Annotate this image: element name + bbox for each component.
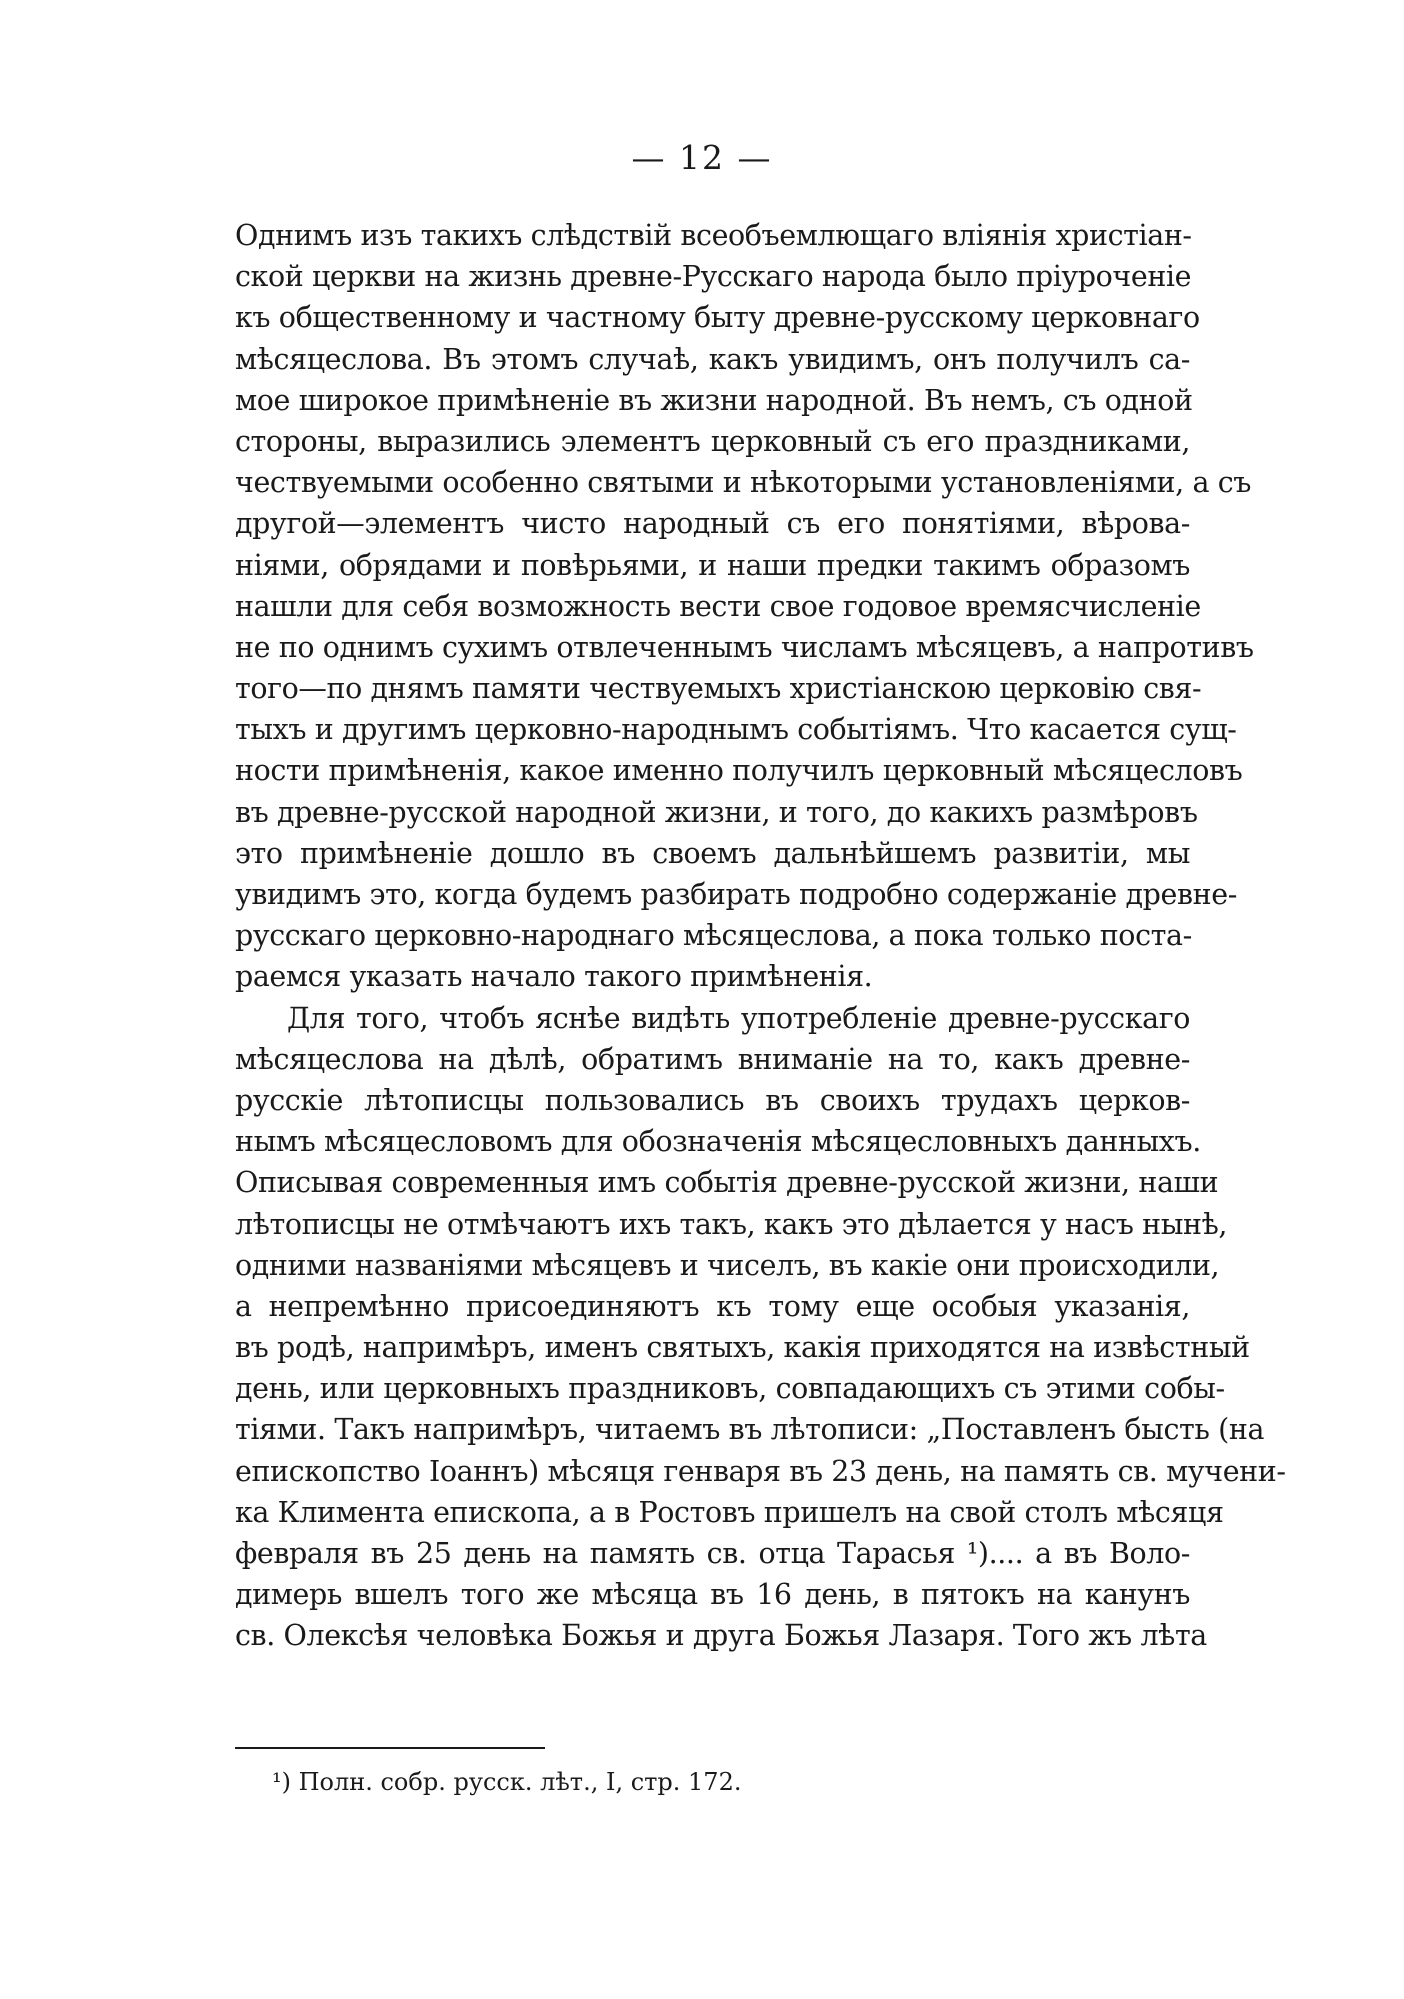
text-line: чествуемыми особенно святыми и нѣкоторыми установленіями, а съ [235,466,1252,500]
text-line: епископство Іоаннъ) мѣсяця генваря въ 23 день, на память св. мучени- [235,1454,1286,1488]
text-line: св. Олексѣя человѣка Божья и друга Божья Лазаря. Того жъ лѣта [235,1619,1207,1653]
text-line: русскіе лѣтописцы пользовались въ своихъ трудахъ церков- [235,1083,1190,1117]
text-line: нымъ мѣсяцесловомъ для обозначенія мѣсяцесловныхъ данныхъ. [235,1125,1201,1159]
text-line: въ родѣ, напримѣръ, именъ святыхъ, какія приходятся на извѣстный [235,1331,1250,1365]
text-line: мѣсяцеслова на дѣлѣ, обратимъ вниманіе на то, какъ древне- [235,1042,1190,1076]
text-line: димерь вшелъ того же мѣсяца въ 16 день, в пятокъ на канунъ [235,1578,1190,1612]
text-line: мое широкое примѣненіе въ жизни народной. Въ немъ, съ одной [235,383,1193,417]
text-line: не по однимъ сухимъ отвлеченнымъ числамъ мѣсяцевъ, а напротивъ [235,630,1254,664]
text-line: стороны, выразились элементъ церковный съ его праздниками, [235,424,1190,458]
paragraph-1 [235,215,1254,998]
text-line: лѣтописцы не отмѣчаютъ ихъ такъ, какъ это дѣлается у насъ нынѣ, [235,1207,1228,1241]
text-line: другой—элементъ чисто народный съ его понятіями, вѣрова- [235,507,1190,541]
paragraph-2 [235,998,1286,1657]
text-line: тіями. Такъ напримѣръ, читаемъ въ лѣтописи: „Поставленъ бысть (на [235,1413,1265,1447]
text-line: это примѣненіе дошло въ своемъ дальнѣйшемъ развитіи, мы [235,836,1190,870]
page-number: — 12 — [631,138,773,177]
text-line: ніями, обрядами и повѣрьями, и наши предки такимъ образомъ [235,548,1190,582]
body-text [235,215,1286,1657]
text-line: а непремѣнно присоединяютъ къ тому еще особыя указанія, [235,1289,1190,1323]
text-line: ности примѣненія, какое именно получилъ церковный мѣсяцесловъ [235,754,1243,788]
text-line: мѣсяцеслова. Въ этомъ случаѣ, какъ увидимъ, онъ получилъ са- [235,342,1190,376]
text-line: Для того, чтобъ яснѣе видѣть употребленіе древне-русскаго [287,1001,1190,1035]
text-line: того—по днямъ памяти чествуемыхъ христіанскою церковію свя- [235,672,1202,706]
text-line: одними названіями мѣсяцевъ и чиселъ, въ какіе они происходили, [235,1248,1220,1282]
text-line: раемся указать начало такого примѣненія. [235,960,873,994]
text-line: ка Климента епископа, а в Ростовъ пришелъ на свой столъ мѣсяця [235,1495,1224,1529]
text-line: къ общественному и частному быту древне-русскому церковнаго [235,301,1200,335]
footnote: ¹) Полн. собр. русск. лѣт., I, стр. 172. [272,1768,742,1796]
text-line: нашли для себя возможность вести свое годовое времясчисленіе [235,589,1201,623]
text-line: ской церкви на жизнь древне-Русскаго народа было пріуроченіе [235,260,1192,294]
text-line: февраля въ 25 день на память св. отца Тарасья ¹).... а въ Воло- [235,1537,1190,1570]
text-line: увидимъ это, когда будемъ разбирать подробно содержаніе древне- [235,878,1237,911]
text-line: Описывая современныя имъ событія древне-русской жизни, наши [235,1166,1219,1200]
text-line: Однимъ изъ такихъ слѣдствій всеобъемлющаго вліянія христіан- [235,219,1192,252]
footnote-divider [235,1747,545,1749]
text-line: русскаго церковно-народнаго мѣсяцеслова, а пока только поста- [235,919,1192,953]
text-line: тыхъ и другимъ церковно-народнымъ событіямъ. Что касается сущ- [235,713,1237,747]
text-line: въ древне-русской народной жизни, и того, до какихъ размѣровъ [235,795,1198,829]
text-line: день, или церковныхъ праздниковъ, совпадающихъ съ этими собы- [235,1372,1225,1406]
